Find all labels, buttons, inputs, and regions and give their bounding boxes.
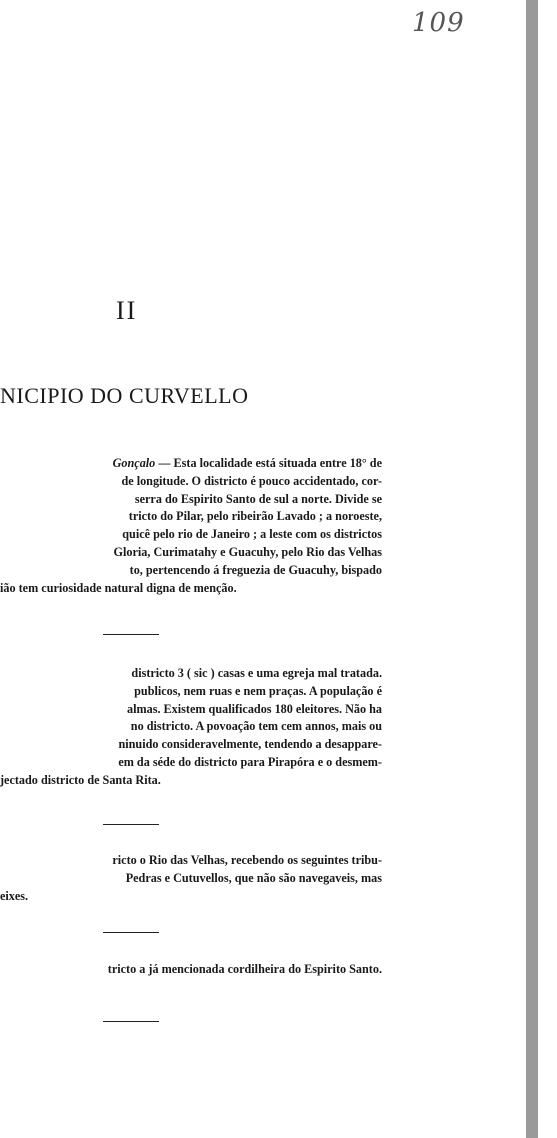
text-line: quicê pelo rio de Janeiro ; a leste com os districtos [122, 527, 382, 542]
paragraph-geography [0, 455, 382, 597]
text-line [0, 455, 382, 473]
text-line: serra do Espirito Santo de sul a norte. Divide se [134, 491, 382, 506]
page-edge-shadow [526, 0, 538, 1138]
page-number: 109 [412, 8, 465, 38]
text-line: tricto a já mencionada cordilheira do Espirito Santo. [107, 962, 382, 976]
text-line: almas. Existem qualificados 180 eleitores. Não ha [126, 701, 382, 716]
section-divider [103, 824, 159, 825]
text-line: ricto o Rio das Velhas, recebendo os seguintes tribu- [112, 853, 382, 867]
text-line: Gloria, Curimatahy e Guacuhy, pelo Rio das Velhas [113, 544, 382, 559]
text-line: eixes. [0, 888, 29, 903]
text-line: publicos, nem ruas e nem praças. A população é [134, 683, 382, 698]
text-line: ião tem curiosidade natural digna de menção. [0, 580, 237, 595]
text-line-content: Esta localidade está situada entre 18° de [170, 456, 382, 470]
text-line: no districto. A povoação tem cem annos, mais ou [130, 719, 382, 734]
text-line: districto 3 ( sic ) casas e uma egreja mal tratada. [131, 666, 382, 680]
text-line: ninuido consideravelmente, tendendo a desappare- [118, 737, 382, 752]
chapter-title: NICIPIO DO CURVELLO [0, 383, 249, 408]
chapter-number: II [116, 296, 138, 325]
text-line: jectado districto de Santa Rita. [0, 772, 161, 787]
text-line: tricto do Pilar, pelo ribeirão Lavado ; a noroeste, [128, 509, 382, 524]
place-name: Gonçalo — [112, 456, 171, 470]
paragraph-population [0, 665, 382, 790]
paragraph-rivers [0, 852, 382, 905]
text-line: de longitude. O districto é pouco accidentado, cor- [121, 473, 382, 488]
section-divider [103, 634, 159, 635]
text-line: Pedras e Cutuvellos, que não são navegaveis, mas [125, 870, 382, 885]
text-line: to, pertencendo á freguezia de Guacuhy, bispado [129, 562, 382, 577]
section-divider [103, 1021, 159, 1022]
section-divider [103, 932, 159, 933]
text-line: em da séde do districto para Pirapóra e o desmem- [118, 754, 382, 769]
paragraph-mountains [0, 961, 382, 979]
